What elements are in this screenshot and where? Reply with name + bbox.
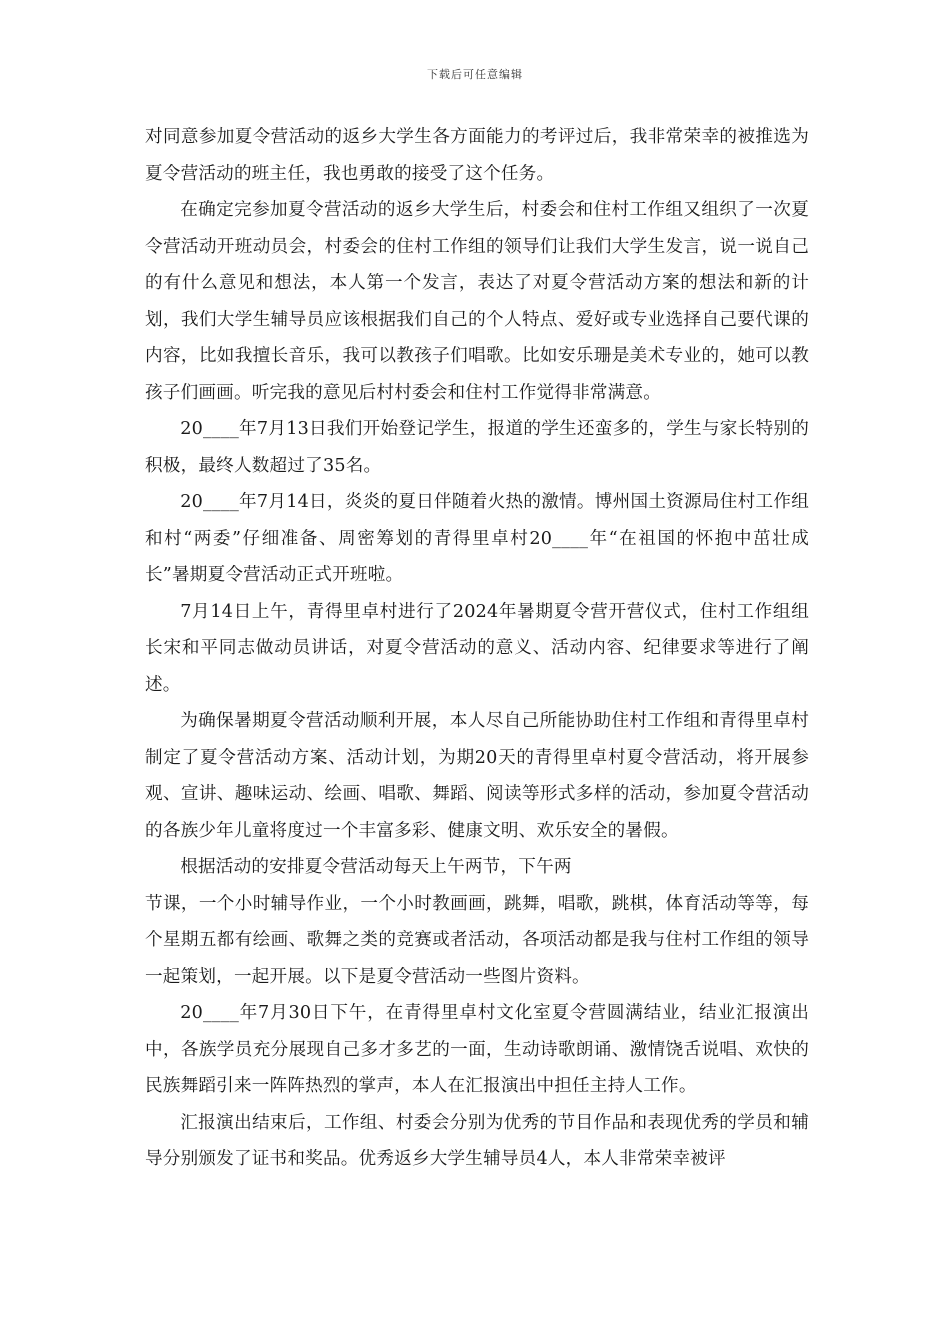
paragraph: 7月14日上午，青得里卓村进行了2024年暑期夏令营开营仪式，住村工作组组长宋和平同志做动员讲话，对夏令营活动的意义、活动内容、纪律要求等进行了阐述。 <box>145 601 809 695</box>
paragraph: 节课，一个小时辅导作业，一个小时教画画，跳舞，唱歌，跳棋，体育活动等等，每个星期五都有绘画、歌舞之类的竞赛或者活动，各项活动都是我与住村工作组的领导一起策划，一起开展。以下是夏令营活动一些图片资料。 <box>145 893 809 987</box>
page-header: 下载后可任意编辑 <box>427 68 523 81</box>
paragraph: 为确保暑期夏令营活动顺利开展，本人尽自己所能协助住村工作组和青得里卓村制定了夏令营活动方案、活动计划，为期20天的青得里卓村夏令营活动，将开展参观、宣讲、趣味运动、绘画、唱歌、舞蹈、阅读等形式多样的活动，参加夏令营活动的各族少年儿童将度过一个丰富多彩、健康文明、欢乐安全的暑假。 <box>145 711 809 841</box>
paragraph: 根据活动的安排夏令营活动每天上午两节，下午两 <box>180 857 572 877</box>
paragraph: 在确定完参加夏令营活动的返乡大学生后，村委会和住村工作组又组织了一次夏令营活动开班动员会，村委会的住村工作组的领导们让我们大学生发言，说一说自己的有什么意见和想法，本人第一个发言，表达了对夏令营活动方案的想法和新的计划，我们大学生辅导员应该根据我们自己的个人特点、爱好或专业选择自己要代课的内容，比如我擅长音乐，我可以教孩子们唱歌。比如安乐珊是美术专业的，她可以教孩子们画画。听完我的意见后村村委会和住村工作觉得非常满意。 <box>145 200 809 403</box>
paragraph: 汇报演出结束后，工作组、村委会分别为优秀的节目作品和表现优秀的学员和辅导分别颁发了证书和奖品。优秀返乡大学生辅导员4人，本人非常荣幸被评 <box>145 1112 809 1169</box>
paragraph: 对同意参加夏令营活动的返乡大学生各方面能力的考评过后，我非常荣幸的被推选为夏令营活动的班主任，我也勇敢的接受了这个任务。 <box>145 127 809 184</box>
paragraph: 20____年7月14日，炎炎的夏日伴随着火热的激情。博州国土资源局住村工作组和村“两委”仔细准备、周密筹划的青得里卓村20____年“在祖国的怀抱中茁壮成长”暑期夏令营活动正式开班啦。 <box>145 492 809 585</box>
paragraph: 20____年7月13日我们开始登记学生，报道的学生还蛮多的，学生与家长特别的积极，最终人数超过了35名。 <box>145 419 809 476</box>
document-body <box>145 119 809 1178</box>
paragraph: 20____年7月30日下午，在青得里卓村文化室夏令营圆满结业，结业汇报演出中，各族学员充分展现自己多才多艺的一面，生动诗歌朗诵、激情饶舌说唱、欢快的民族舞蹈引来一阵阵热烈的掌声，本人在汇报演出中担任主持人工作。 <box>145 1003 809 1096</box>
